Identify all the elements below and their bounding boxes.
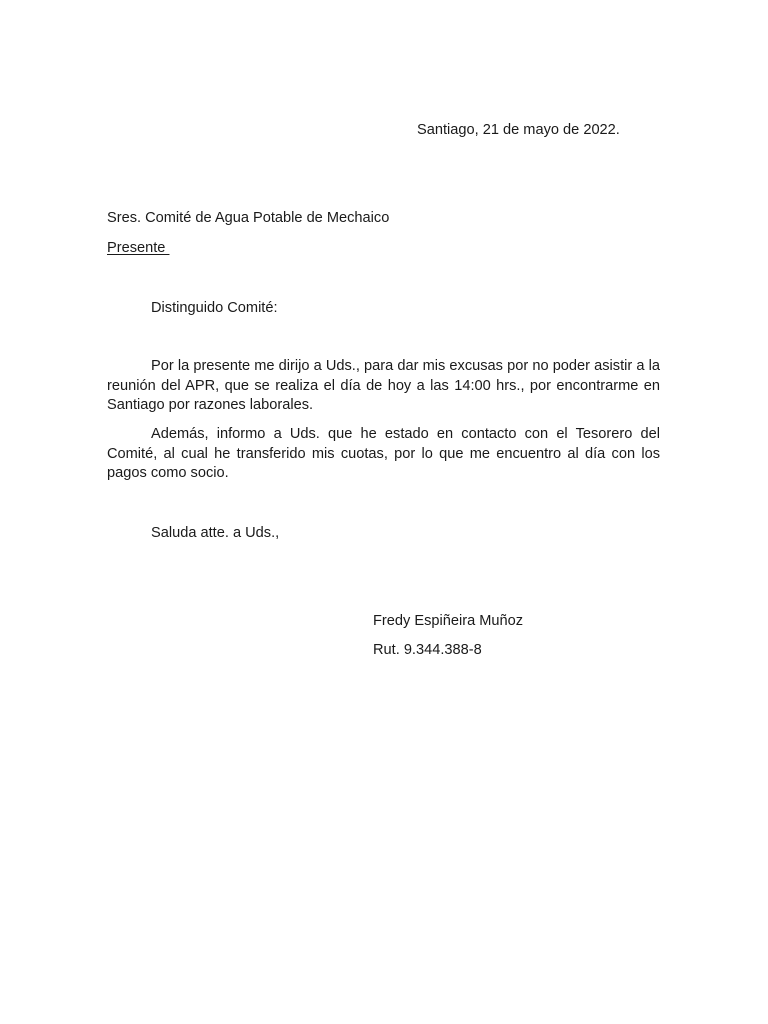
date-line: Santiago, 21 de mayo de 2022. bbox=[417, 122, 620, 138]
recipient-line: Sres. Comité de Agua Potable de Mechaico bbox=[107, 210, 390, 226]
closing-line: Saluda atte. a Uds., bbox=[151, 525, 280, 541]
signature-name: Fredy Espiñeira Muñoz bbox=[373, 613, 524, 629]
presente-line: Presente bbox=[107, 240, 170, 256]
body-paragraph-1: Por la presente me dirijo a Uds., para dar mis excusas por no poder asistir a la reunión del APR, que se realiza el día de hoy a las 14:00 hrs., por encontrarme en Santiago por razones laborales. bbox=[107, 358, 660, 413]
signature-rut: Rut. 9.344.388-8 bbox=[373, 642, 482, 658]
salutation-line: Distinguido Comité: bbox=[151, 300, 278, 316]
body-paragraph-2: Además, informo a Uds. que he estado en contacto con el Tesorero del Comité, al cual he transferido mis cuotas, por lo que me encuentro al día con los pagos como socio. bbox=[107, 426, 660, 481]
